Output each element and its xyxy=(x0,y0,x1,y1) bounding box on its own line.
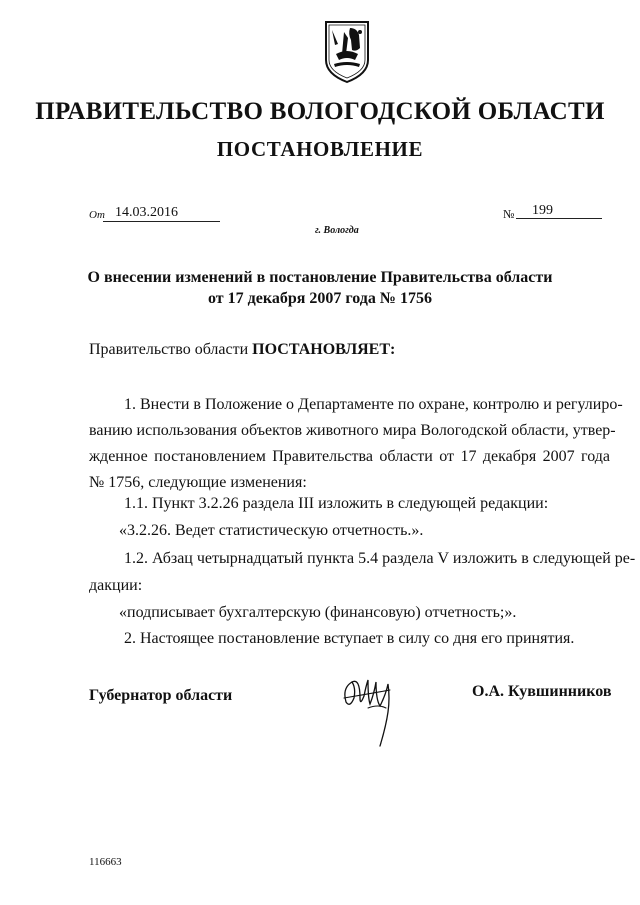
clause-1-line: 1. Внести в Положение о Департаменте по охране, контролю и регулиро- xyxy=(124,396,623,413)
clause-1-1-quote: «3.2.26. Ведет статистическую отчетность.». xyxy=(119,522,424,539)
coat-of-arms-emblem xyxy=(322,20,372,84)
footer-code: 116663 xyxy=(89,856,122,868)
date-underline xyxy=(103,221,220,222)
city-name: г. Вологда xyxy=(315,225,359,236)
signatory-name: О.А. Кувшинников xyxy=(472,683,612,700)
preamble-text: Правительство области xyxy=(89,341,253,358)
document-number: 199 xyxy=(532,203,553,218)
clause-1 xyxy=(89,392,623,496)
date-prefix: От xyxy=(89,209,105,221)
clause-2: 2. Настоящее постановление вступает в силу со дня его принятия. xyxy=(124,630,575,647)
document-date: 14.03.2016 xyxy=(115,205,178,220)
clause-1-1: 1.1. Пункт 3.2.26 раздела III изложить в следующей редакции: xyxy=(124,495,549,512)
clause-1-line: № 1756, следующие изменения: xyxy=(89,474,307,491)
document-type-title: ПОСТАНОВЛЕНИЕ xyxy=(216,137,424,161)
preamble-decree-word: ПОСТАНОВЛЯЕТ: xyxy=(252,341,396,358)
signatory-title: Губернатор области xyxy=(89,687,233,704)
number-prefix: № xyxy=(503,207,515,221)
clause-1-line: жденное постановлением Правительства области от 17 декабря 2007 года xyxy=(89,448,610,465)
document-subject xyxy=(0,267,640,309)
clause-1-line: ванию использования объектов животного мира Вологодской области, утвер- xyxy=(89,422,616,439)
number-underline xyxy=(516,218,602,219)
subject-line-2: от 17 декабря 2007 года № 1756 xyxy=(208,290,432,307)
organization-title: ПРАВИТЕЛЬСТВО ВОЛОГОДСКОЙ ОБЛАСТИ xyxy=(35,98,605,125)
preamble xyxy=(89,341,395,359)
clause-1-2-line-2: дакции: xyxy=(89,577,143,594)
subject-line-1: О внесении изменений в постановление Правительства области xyxy=(87,269,553,286)
clause-1-2-quote: «подписывает бухгалтерскую (финансовую) отчетность;». xyxy=(119,604,517,621)
handwritten-signature xyxy=(338,668,408,748)
clause-1-2-line-1: 1.2. Абзац четырнадцатый пункта 5.4 раздела V изложить в следующей ре- xyxy=(124,550,636,567)
